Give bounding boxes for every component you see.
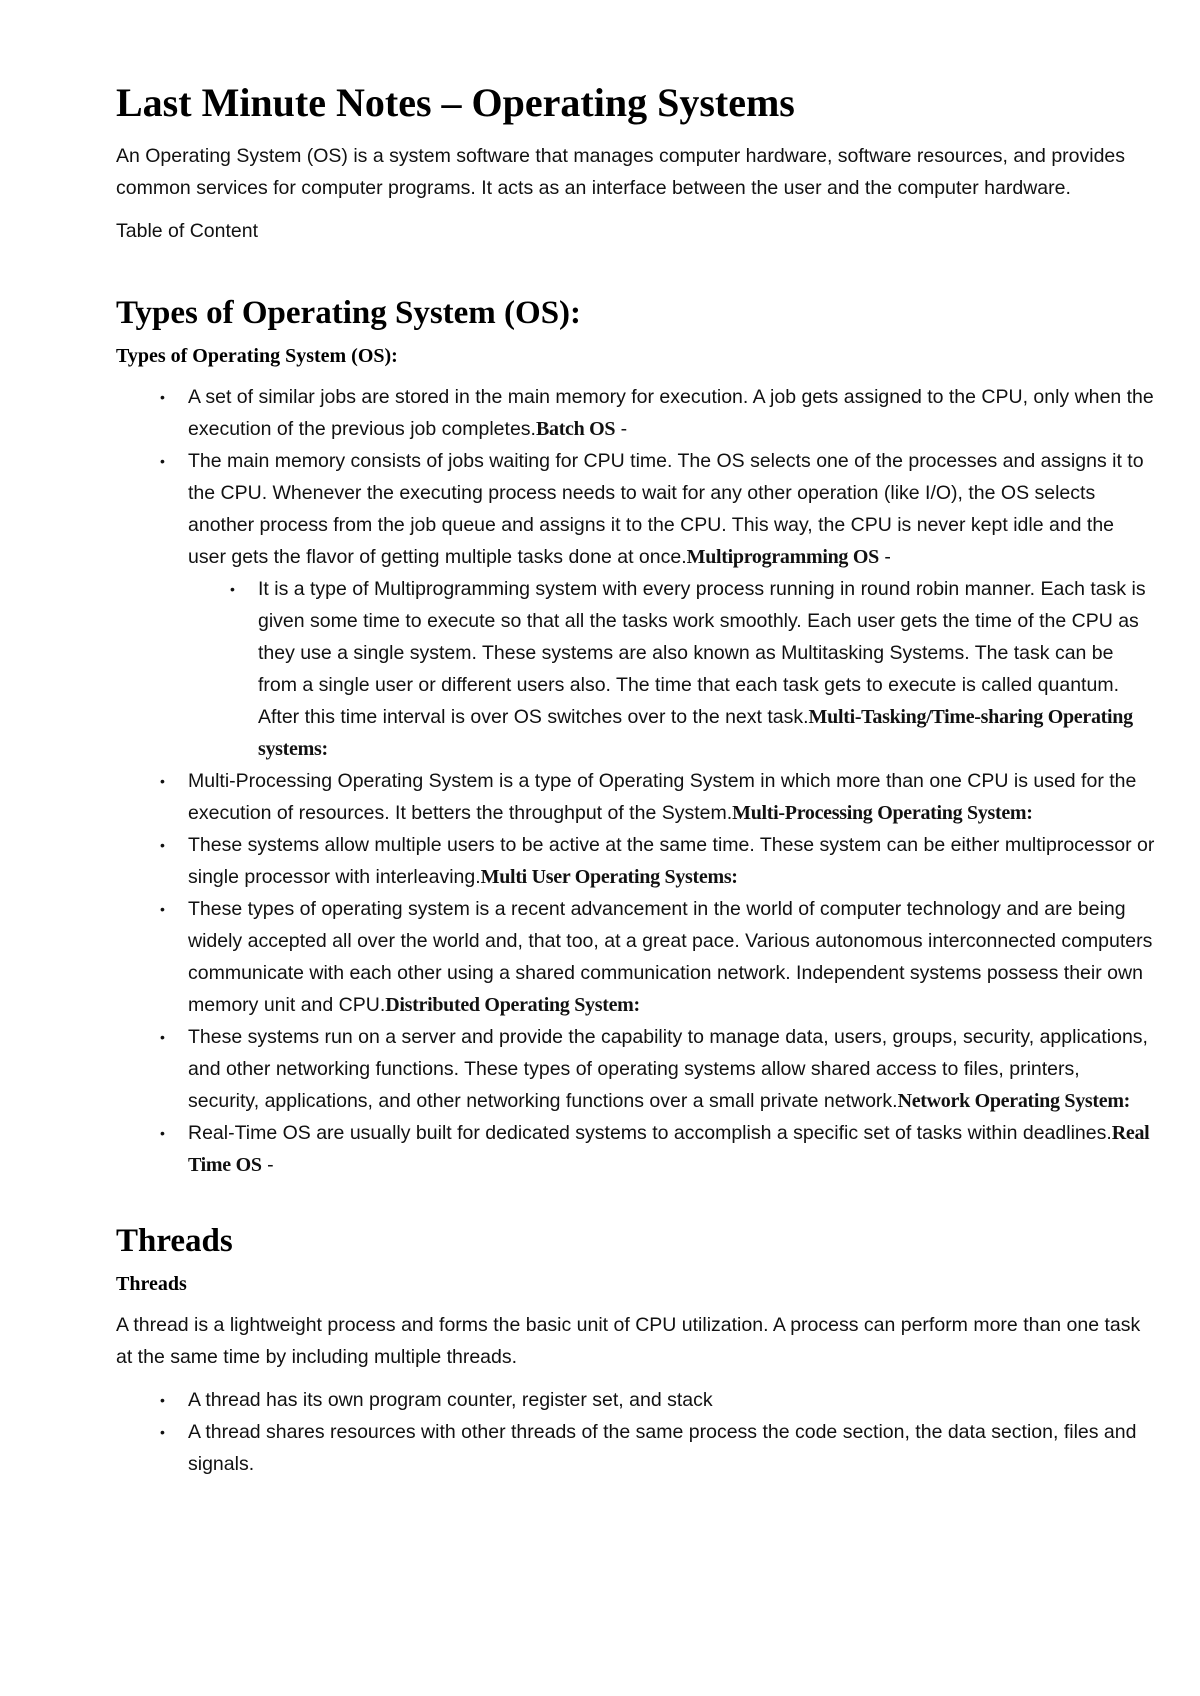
types-list <box>116 381 1156 1181</box>
nested-list <box>188 573 1156 765</box>
list-item-text: These systems allow multiple users to be active at the same time. These system can be either multiprocessor or single processor with interleaving. <box>188 834 1155 888</box>
intro-paragraph: An Operating System (OS) is a system software that manages computer hardware, software resources, and provides common services for computer programs. It acts as an interface between the user and the computer hardware. <box>116 145 1126 199</box>
list-item-multi-user-os <box>160 829 1156 893</box>
bullet-icon: • <box>160 773 165 789</box>
list-item-text: The main memory consists of jobs waiting for CPU time. The OS selects one of the processes and assigns it to the CPU. Whenever the executing process needs to wait for any other operation (like I/O), the OS selects another process from the job queue and assigns it to the CPU. This way, the CPU is never kept idle and the user gets the flavor of getting multiple tasks done at once. <box>188 450 1144 568</box>
section-heading-threads: Threads <box>116 1223 233 1259</box>
threads-paragraph: A thread is a lightweight process and forms the basic unit of CPU utilization. A process can perform more than one task at the same time by including multiple threads. <box>116 1314 1141 1368</box>
bullet-icon: • <box>160 901 165 917</box>
list-item-suffix: - <box>878 546 891 568</box>
bullet-icon: • <box>160 1125 165 1141</box>
list-item-time-sharing-os <box>230 573 1156 765</box>
bullet-icon: • <box>160 453 165 469</box>
section-heading-types: Types of Operating System (OS): <box>116 295 582 331</box>
list-item-multiprogramming-os <box>160 445 1156 765</box>
section-subheading-threads: Threads <box>116 1273 187 1295</box>
list-item-text: Multi-Processing Operating System is a type of Operating System in which more than one CPU is used for the execution of resources. It betters the throughput of the System. <box>188 770 1137 824</box>
list-item-distributed-os <box>160 893 1156 1021</box>
list-item-text: These systems run on a server and provide the capability to manage data, users, groups, security, applications, and other networking functions. These types of operating systems allow shared access to files, printers, security, applications, and other networking functions over a small private network. <box>188 1026 1148 1112</box>
list-item-term: Multiprogramming OS <box>686 546 879 568</box>
document-page <box>116 80 1156 1480</box>
list-item-term: Real Time OS <box>188 1122 1150 1176</box>
list-item-text: These types of operating system is a recent advancement in the world of computer technology and are being widely accepted all over the world and, that too, at a great pace. Various autonomous interconnected computers communicate with each other using a shared communication network. Independent systems possess their own memory unit and CPU. <box>188 898 1153 1016</box>
list-item-suffix: - <box>615 418 628 440</box>
list-item-term: Batch OS <box>535 418 616 440</box>
list-item-text: A thread has its own program counter, register set, and stack <box>188 1389 713 1411</box>
list-item-text: A set of similar jobs are stored in the main memory for execution. A job gets assigned to the CPU, only when the execution of the previous job completes. <box>188 386 1154 440</box>
list-item-multi-processing-os <box>160 765 1156 829</box>
bullet-icon: • <box>160 1029 165 1045</box>
list-item-term: Multi-Tasking/Time-sharing Operating systems: <box>258 706 1133 760</box>
list-item-term: Network Operating System: <box>897 1090 1131 1112</box>
bullet-icon: • <box>160 1424 165 1440</box>
table-of-content-label[interactable]: Table of Content <box>116 220 259 242</box>
list-item <box>160 1416 1156 1480</box>
list-item-term: Distributed Operating System: <box>385 994 640 1016</box>
bullet-icon: • <box>160 837 165 853</box>
list-item <box>160 1384 1156 1416</box>
list-item-text: A thread shares resources with other threads of the same process the code section, the data section, files and signals. <box>188 1421 1137 1475</box>
bullet-icon: • <box>160 389 165 405</box>
threads-list <box>116 1384 1156 1480</box>
list-item-text: Real-Time OS are usually built for dedicated systems to accomplish a specific set of tasks within deadlines. <box>188 1122 1112 1144</box>
list-item-term: Multi User Operating Systems: <box>480 866 738 888</box>
list-item-real-time-os <box>160 1117 1156 1181</box>
list-item-text: It is a type of Multiprogramming system with every process running in round robin manner. Each task is given some time to execute so that all the tasks work smoothly. Each user gets the time of the CPU as they use a single system. These systems are also known as Multitasking Systems. The task can be from a single user or different users also. The time that each task gets to execute is called quantum. After this time interval is over OS switches over to the next task. <box>258 578 1146 728</box>
bullet-icon: • <box>160 1392 165 1408</box>
bullet-icon: • <box>230 581 235 597</box>
section-subheading-types: Types of Operating System (OS): <box>116 345 398 367</box>
list-item-network-os <box>160 1021 1156 1117</box>
list-item-batch-os <box>160 381 1156 445</box>
list-item-suffix: - <box>261 1154 274 1176</box>
list-item-term: Multi-Processing Operating System: <box>732 802 1033 824</box>
page-title: Last Minute Notes – Operating Systems <box>116 80 795 125</box>
